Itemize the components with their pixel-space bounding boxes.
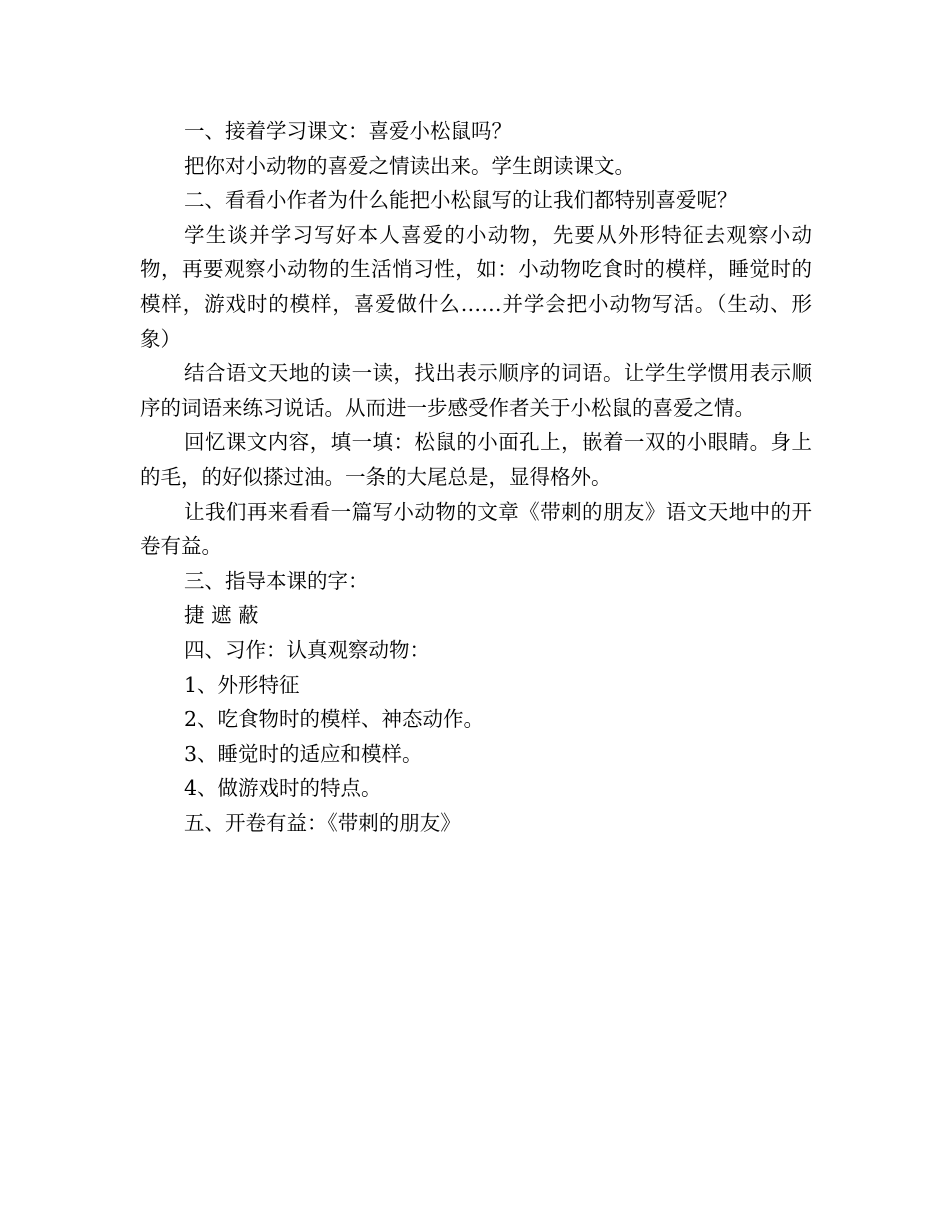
paragraph-next-article: 让我们再来看看一篇写小动物的文章《带刺的朋友》语文天地中的开卷有益。 bbox=[140, 499, 812, 559]
list-item: 2、吃食物时的模样、神态动作。 bbox=[184, 707, 485, 732]
document-page bbox=[140, 114, 812, 840]
paragraph-observation: 学生谈并学习写好本人喜爱的小动物，先要从外形特征去观察小动物，再要观察小动物的生活悄习性，如：小动物吃食时的模样，睡觉时的模样，游戏时的模样，喜爱做什么……并学会把小动物写活。（生动、形象） bbox=[140, 222, 812, 351]
list-item: 4、做游戏时的特点。 bbox=[184, 776, 382, 801]
section-two-heading: 二、看看小作者为什么能把小松鼠写的让我们都特别喜爱呢？ bbox=[184, 188, 738, 213]
paragraph-sequence-words: 结合语文天地的读一读，找出表示顺序的词语。让学生学惯用表示顺序的词语来练习说话。从而进一步感受作者关于小松鼠的喜爱之情。 bbox=[140, 361, 812, 420]
paragraph-fill-in: 回忆课文内容，填一填：松鼠的小面孔上，嵌着一双的小眼睛。身上的毛，的好似搽过油。一条的大尾总是，显得格外。 bbox=[140, 430, 812, 489]
section-four-heading: 四、习作：认真观察动物： bbox=[184, 637, 430, 662]
character-list: 捷 遮 蔽 bbox=[184, 603, 259, 628]
paragraph-read-aloud: 把你对小动物的喜爱之情读出来。学生朗读课文。 bbox=[184, 153, 635, 178]
section-three-heading: 三、指导本课的字： bbox=[184, 568, 369, 593]
section-five-heading: 五、开卷有益：《带刺的朋友》 bbox=[184, 810, 461, 835]
list-item: 1、外形特征 bbox=[184, 672, 300, 697]
section-one-heading: 一、接着学习课文：喜爱小松鼠吗？ bbox=[184, 119, 512, 143]
list-item: 3、睡觉时的适应和模样。 bbox=[184, 741, 423, 766]
